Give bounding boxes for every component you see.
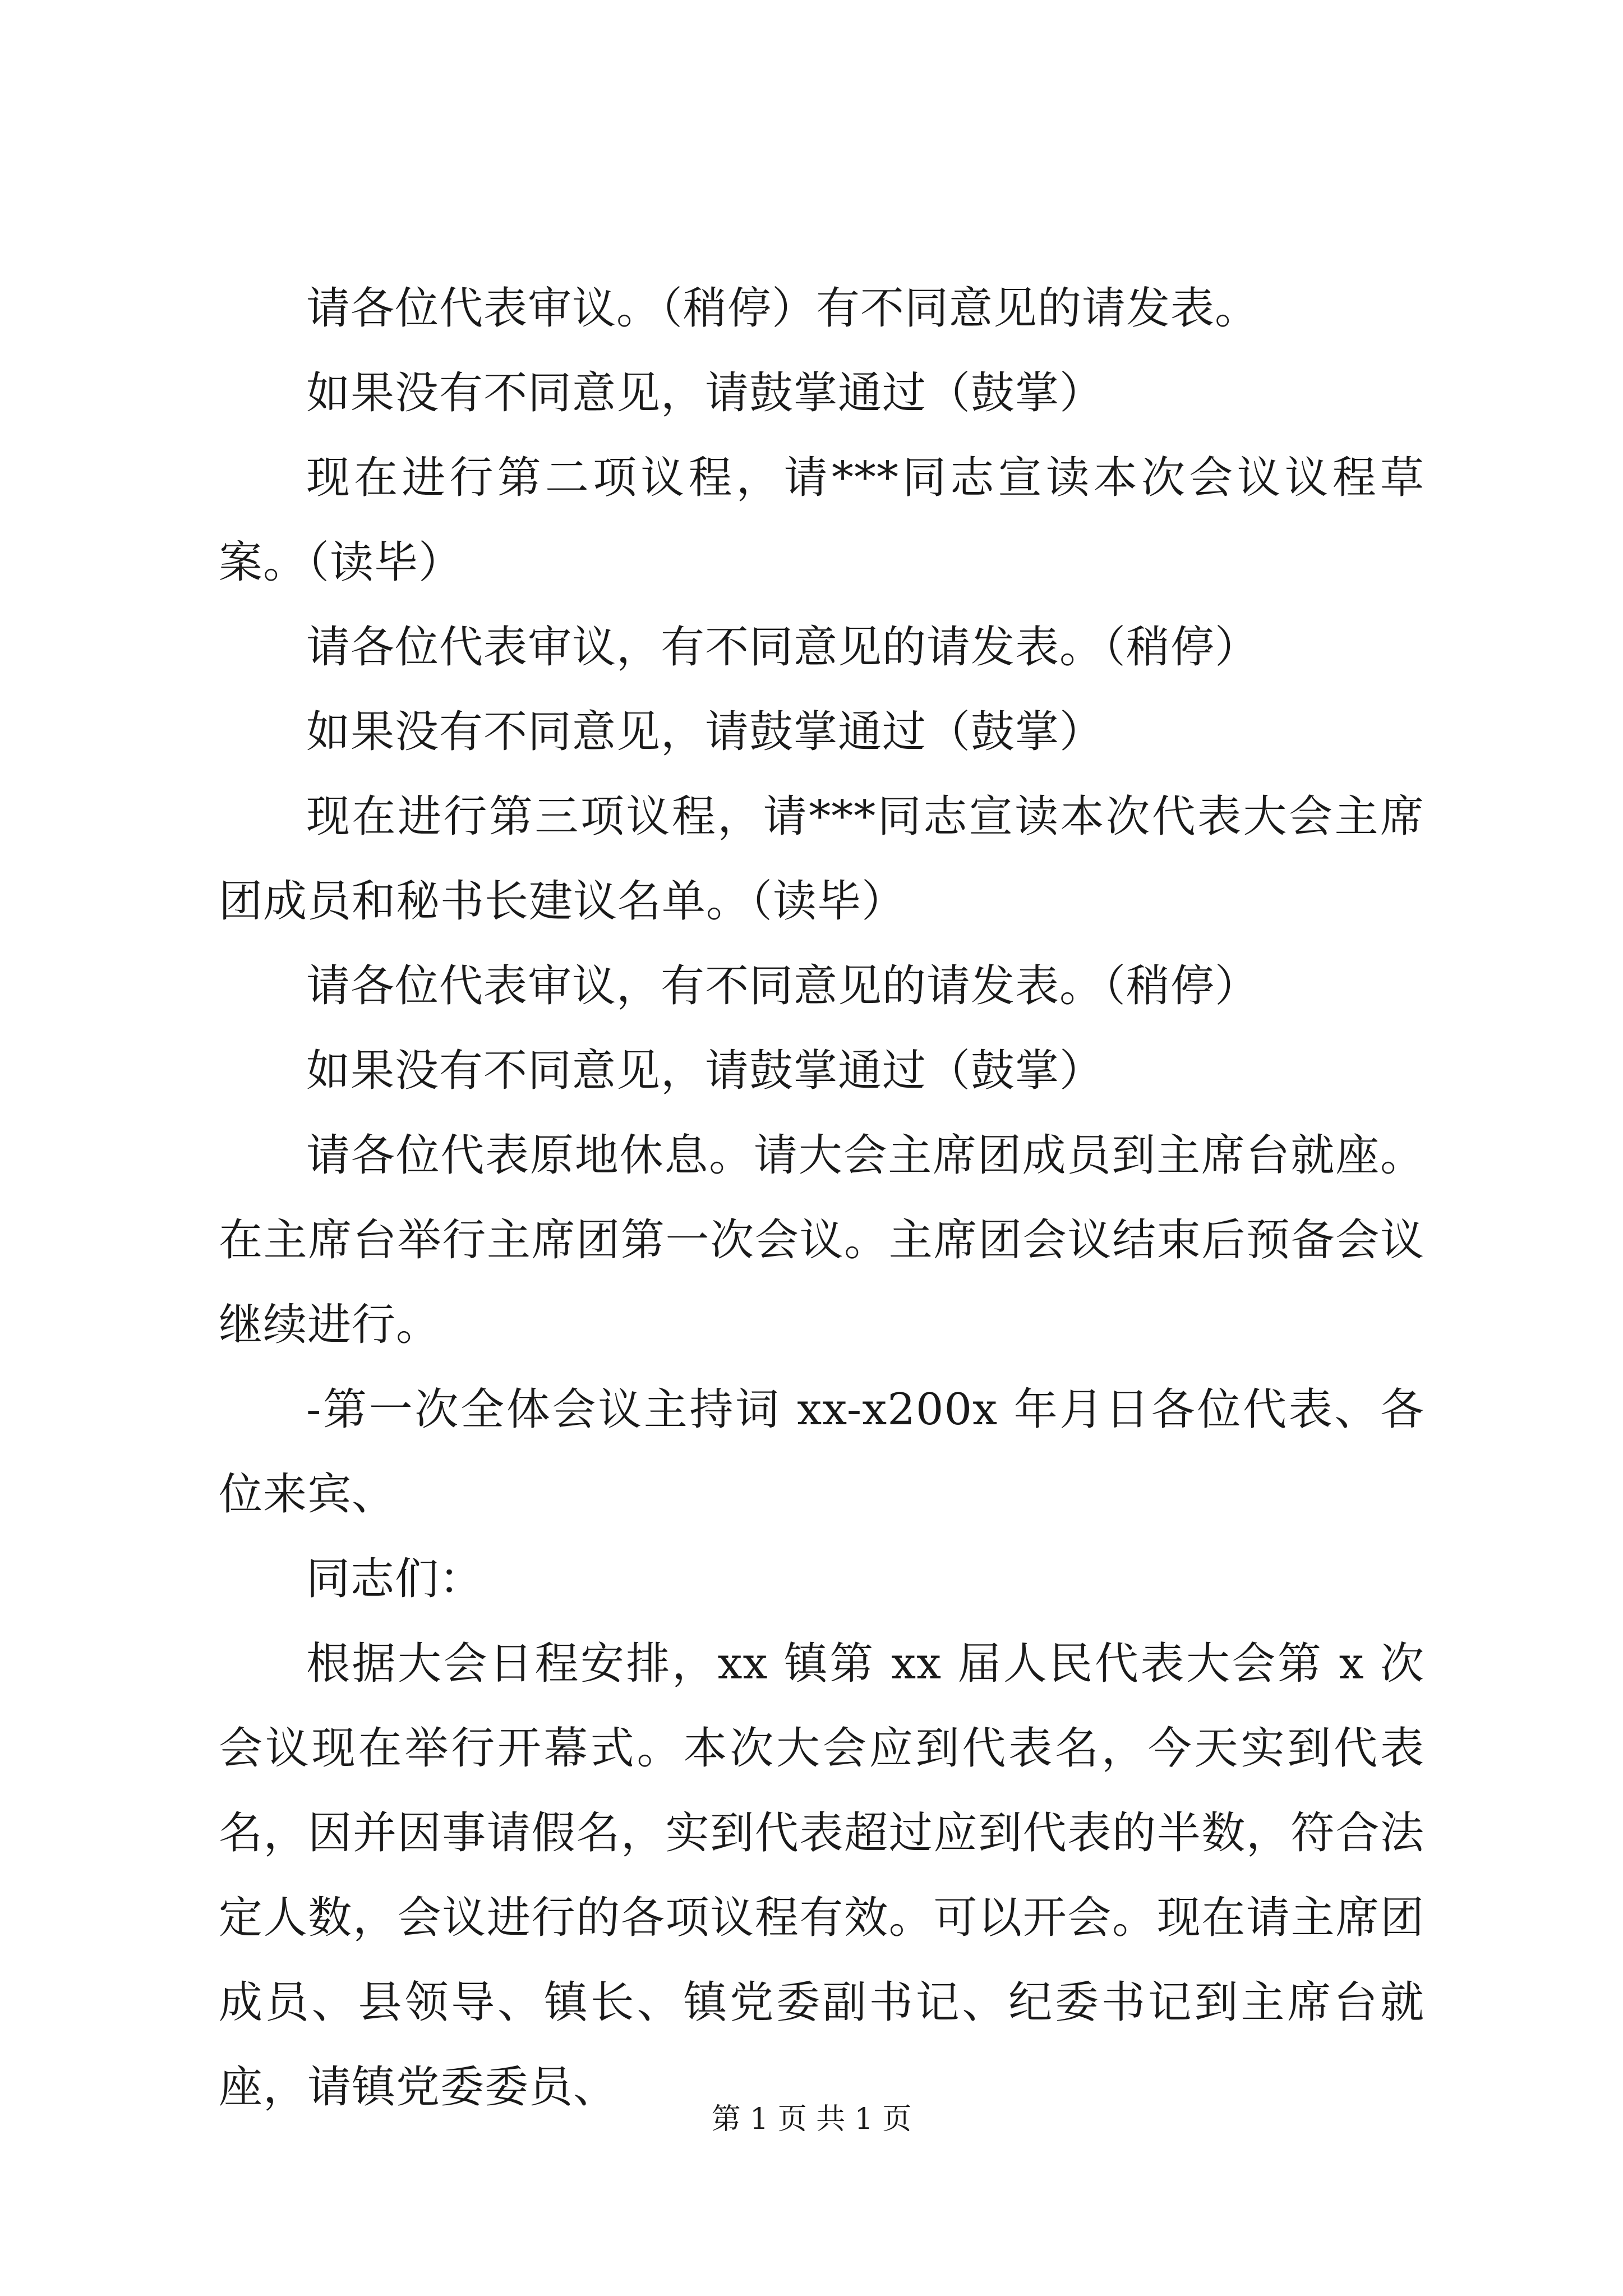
paragraph: 现在进行第三项议程，请***同志宣读本次代表大会主席团成员和秘书长建议名单。（读毕） — [219, 792, 1424, 927]
document-body — [219, 266, 1424, 2130]
paragraph: 请各位代表审议。（稍停）有不同意见的请发表。 — [306, 283, 1260, 334]
paragraph: 根据大会日程安排，xx 镇第 xx 届人民代表大会第 x 次会议现在举行开幕式。本次大会应到代表名，今天实到代表名，因并因事请假名，实到代表超过应到代表的半数，符合法定人数，会议进行的各项议程有效。可以开会。现在请主席团成员、县领导、镇长、镇党委副书记、纪委书记到主席台就座，请镇党委委员、 — [219, 1639, 1424, 2113]
paragraph: 同志们： — [306, 1554, 484, 1604]
paragraph: 请各位代表原地休息。请大会主席团成员到主席台就座。在主席台举行主席团第一次会议。主席团会议结束后预备会议继续进行。 — [219, 1130, 1424, 1350]
paragraph: 如果没有不同意见，请鼓掌通过（鼓掌） — [306, 368, 1104, 418]
paragraph: 请各位代表审议，有不同意见的请发表。（稍停） — [306, 961, 1260, 1011]
paragraph: 如果没有不同意见，请鼓掌通过（鼓掌） — [306, 707, 1104, 757]
paragraph: 如果没有不同意见，请鼓掌通过（鼓掌） — [306, 1046, 1104, 1096]
paragraph: 请各位代表审议，有不同意见的请发表。（稍停） — [306, 622, 1260, 673]
paragraph: -第一次全体会议主持词 xx-x200x 年月日各位代表、各位来宾、 — [219, 1384, 1424, 1520]
paragraph: 现在进行第二项议程，请***同志宣读本次会议议程草案。（读毕） — [219, 453, 1424, 588]
page-footer: 第 1 页 共 1 页 — [711, 2102, 912, 2136]
